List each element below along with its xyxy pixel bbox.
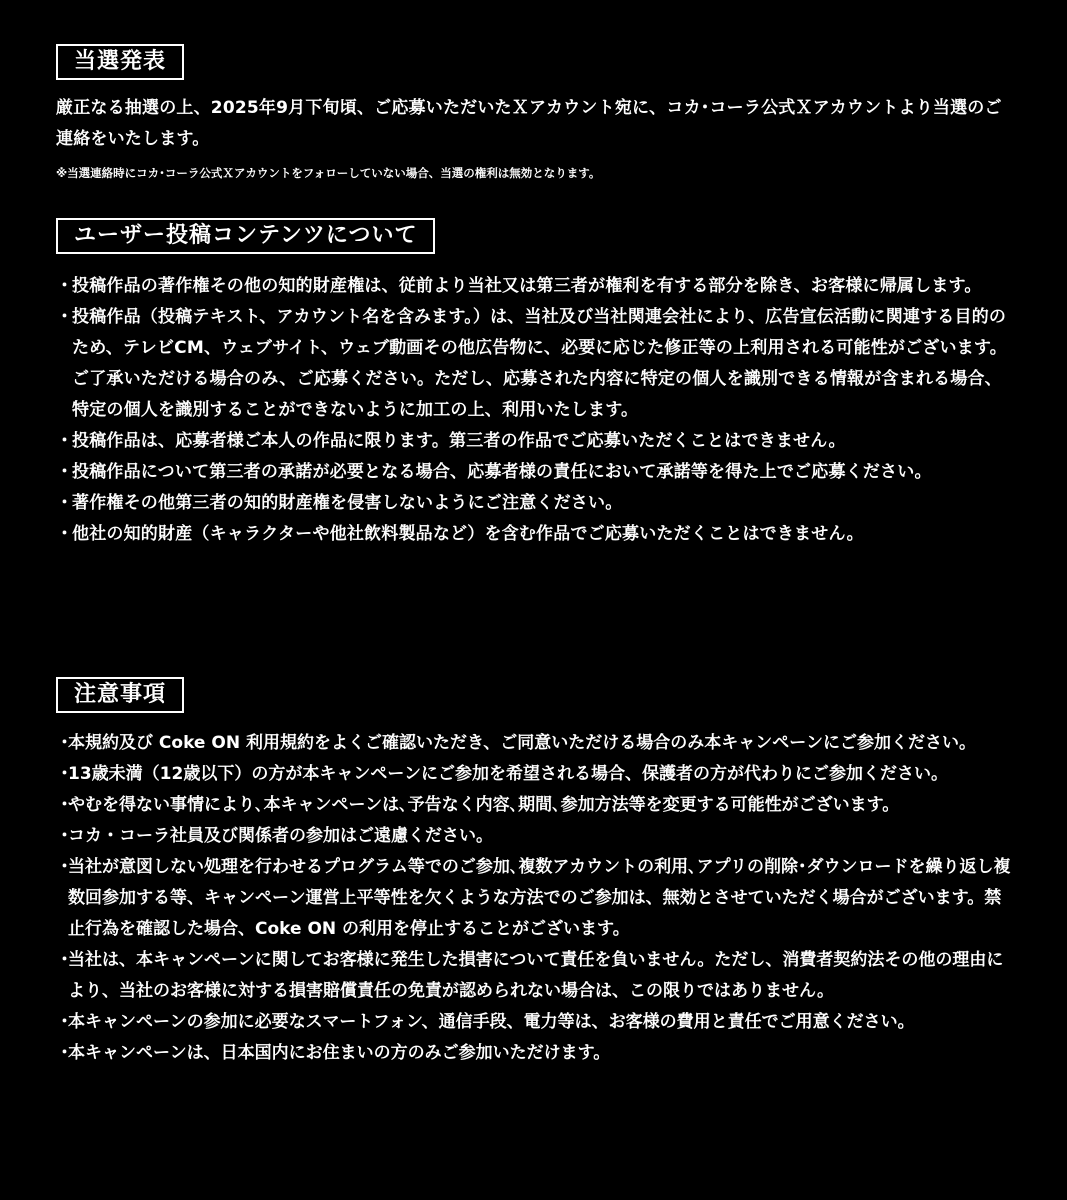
bullet-mark: ・	[56, 1043, 73, 1063]
list-item	[56, 519, 1016, 550]
list-item-text: 本規約及び Coke ON 利用規約をよくご確認いただき、ご同意いただける場合のみ本キャンペーンにご参加ください。	[68, 733, 976, 753]
list-item-text: 本キャンペーンは、日本国内にお住まいの方のみご参加いただけます。	[68, 1043, 611, 1063]
bullet-mark: ・	[56, 733, 73, 753]
list-item-text: 投稿作品について第三者の承諾が必要となる場合、応募者様の責任において承諾等を得た上でご応募ください。	[72, 462, 932, 482]
bullet-mark: ・	[56, 431, 74, 451]
list-item	[56, 302, 1016, 426]
bullet-mark: ・	[56, 950, 73, 970]
list-item-text: 他社の知的財産（キャラクターや他社飲料製品など）を含む作品でご応募いただくことはできません。	[72, 524, 864, 544]
list-item	[56, 728, 1016, 759]
notes-list	[56, 728, 1016, 1069]
list-item	[56, 1007, 1016, 1038]
list-item	[56, 457, 1016, 488]
bullet-mark: ・	[56, 795, 73, 815]
list-item	[56, 759, 1016, 790]
bullet-mark: ・	[56, 462, 74, 482]
list-item-text: 投稿作品は、応募者様ご本人の作品に限ります。第三者の作品でご応募いただくことはできません。	[72, 431, 846, 451]
announcement-heading: 当選発表	[56, 44, 184, 80]
list-item-text: 当社が意図しない処理を行わせるプログラム等でのご参加､複数アカウントの利用､アプリの削除･ダウンロードを繰り返し複数回参加する等、キャンペーン運営上平等性を欠くような方法でのご参加は、無効とさせていただく場合がございます。禁止行為を確認した場合、Coke ON の利用を停止することがございます。	[68, 857, 1011, 939]
list-item-text: コカ・コーラ社員及び関係者の参加はご遠慮ください。	[68, 826, 493, 846]
bullet-mark: ・	[56, 307, 74, 327]
list-item-text: 投稿作品の著作権その他の知的財産権は、従前より当社又は第三者が権利を有する部分を除き、お客様に帰属します。	[72, 276, 982, 296]
notes-heading: 注意事項	[56, 677, 184, 713]
list-item	[56, 271, 1016, 302]
bullet-mark: ・	[56, 857, 73, 877]
list-item-text: 本キャンペーンの参加に必要なスマートフォン、通信手段、電力等は、お客様の費用と責任でご用意ください。	[68, 1012, 915, 1032]
list-item	[56, 488, 1016, 519]
list-item-text: 当社は、本キャンペーンに関してお客様に発生した損害について責任を負いません。ただし、消費者契約法その他の理由により、当社のお客様に対する損害賠償責任の免責が認められない場合は、この限りではありません。	[68, 950, 1004, 1001]
list-item	[56, 1038, 1016, 1069]
bullet-mark: ・	[56, 276, 74, 296]
bullet-mark: ・	[56, 764, 73, 784]
list-item	[56, 790, 1016, 821]
list-item-text: 投稿作品（投稿テキスト、アカウント名を含みます。）は、当社及び当社関連会社により、広告宣伝活動に関連する目的のため、テレビCM、ウェブサイト、ウェブ動画その他広告物に、必要に応じた修正等の上利用される可能性がございます。ご了承いただける場合のみ、ご応募ください。ただし、応募された内容に特定の個人を識別できる情報が含まれる場合、特定の個人を識別することができないように加工の上、利用いたします。	[72, 307, 1007, 420]
list-item	[56, 852, 1016, 945]
bullet-mark: ・	[56, 524, 74, 544]
list-item-text: 著作権その他第三者の知的財産権を侵害しないようにご注意ください。	[72, 493, 623, 513]
bullet-mark: ・	[56, 493, 74, 513]
bullet-mark: ・	[56, 826, 73, 846]
announcement-note: ※当選連絡時にコカ･コーラ公式Ｘアカウントをフォローしていない場合、当選の権利は無効となります。	[56, 166, 601, 180]
list-item	[56, 945, 1016, 1007]
list-item-text: 13歳未満（12歳以下）の方が本キャンペーンにご参加を希望される場合、保護者の方が代わりにご参加ください。	[68, 764, 948, 784]
list-item-text: やむを得ない事情により､本キャンペーンは､予告なく内容､期間､参加方法等を変更する可能性がございます。	[68, 795, 900, 815]
list-item	[56, 426, 1016, 457]
bullet-mark: ・	[56, 1012, 73, 1032]
announcement-body: 厳正なる抽選の上、2025年9月下旬頃、ご応募いただいたＸアカウント宛に、コカ･コーラ公式Ｘアカウントより当選のご連絡をいたします。	[56, 98, 1002, 149]
list-item	[56, 821, 1016, 852]
user-content-list	[56, 271, 1016, 550]
user-content-heading: ユーザー投稿コンテンツについて	[56, 218, 435, 254]
